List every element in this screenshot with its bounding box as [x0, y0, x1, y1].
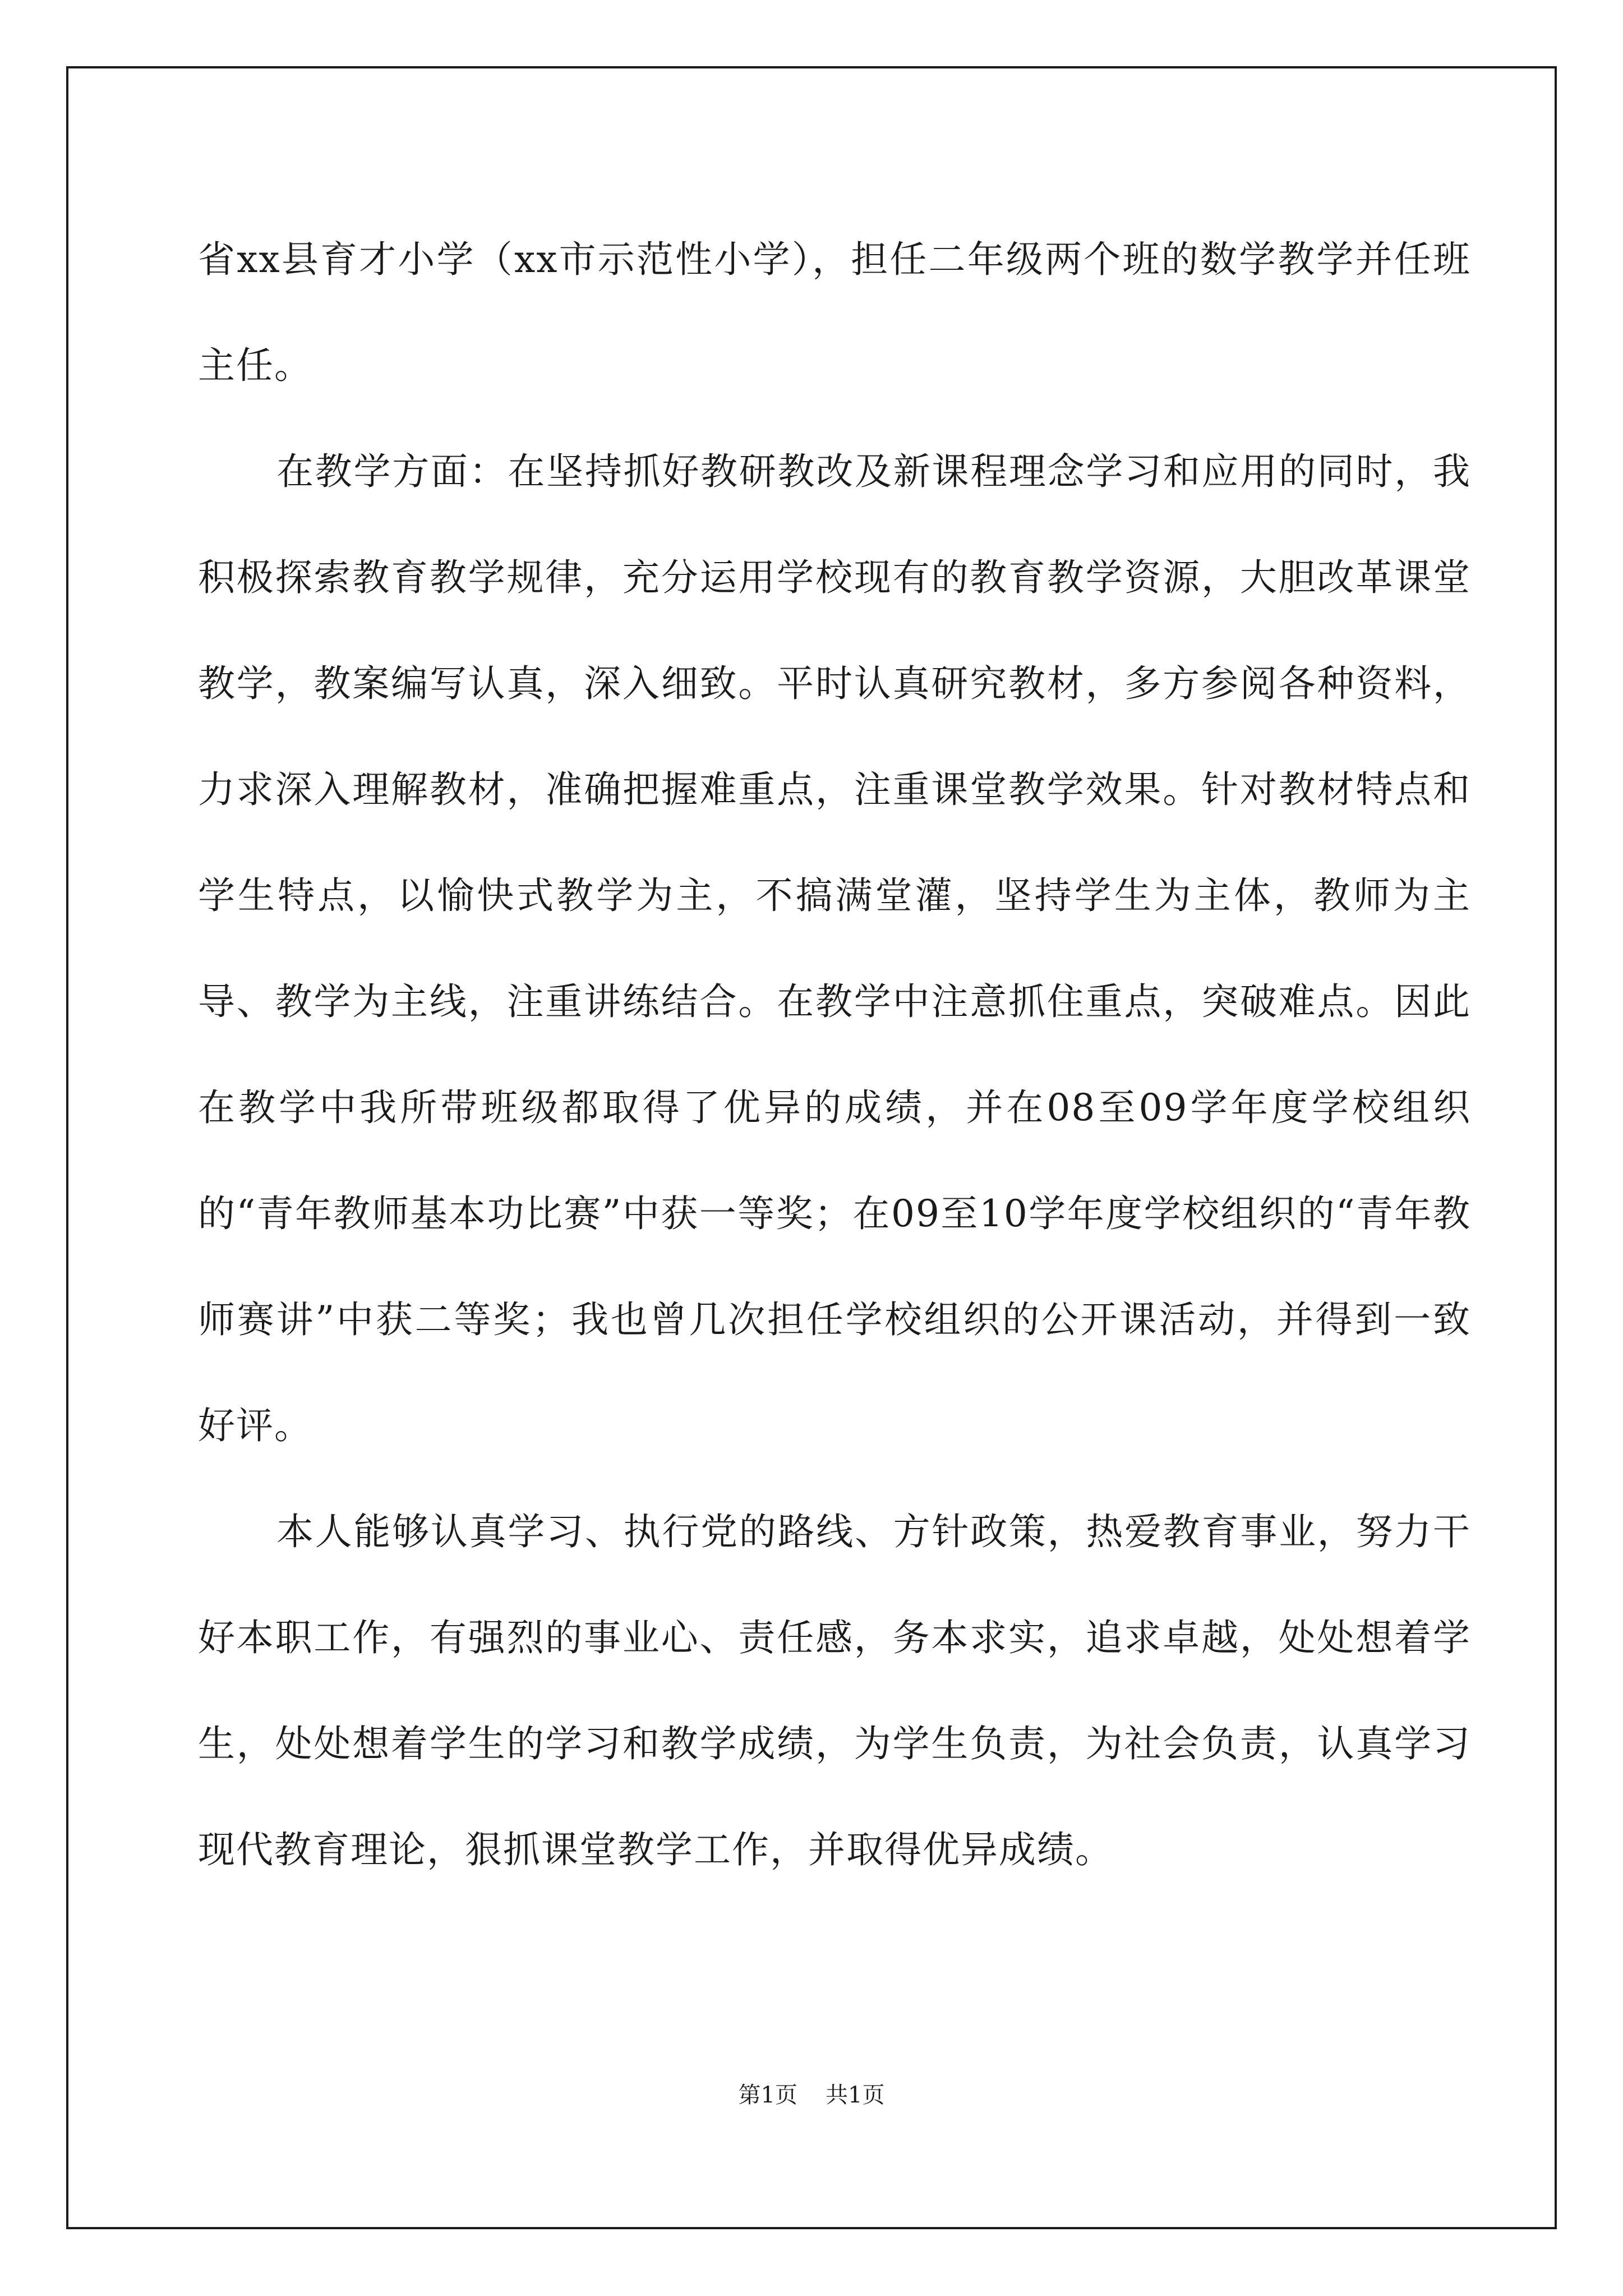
document-body	[198, 206, 1471, 1903]
page-number-current: 第1页	[738, 2082, 797, 2108]
paragraph-teaching: 在教学方面：在坚持抓好教研教改及新课程理念学习和应用的同时，我积极探索教育教学规律，充分运用学校现有的教育教学资源，大胆改革课堂教学，教案编写认真，深入细致。平时认真研究教材，多方参阅各种资料，力求深入理解教材，准确把握难重点，注重课堂教学效果。针对教材特点和学生特点，以愉快式教学为主，不搞满堂灌，坚持学生为主体，教师为主导、教学为主线，注重讲练结合。在教学中注意抓住重点，突破难点。因此在教学中我所带班级都取得了优异的成绩，并在08至09学年度学校组织的“青年教师基本功比赛”中获一等奖；在09至10学年度学校组织的“青年教师赛讲”中获二等奖；我也曾几次担任学校组织的公开课活动，并得到一致好评。	[198, 450, 1471, 1447]
paragraph-attitude: 本人能够认真学习、执行党的路线、方针政策，热爱教育事业，努力干好本职工作，有强烈的事业心、责任感，务本求实，追求卓越，处处想着学生，处处想着学生的学习和教学成绩，为学生负责，为社会负责，认真学习现代教育理论，狠抓课堂教学工作，并取得优异成绩。	[198, 1510, 1471, 1871]
page-number-total: 共1页	[826, 2082, 885, 2108]
page-footer	[0, 2077, 1623, 2109]
paragraph-continuation: 省xx县育才小学（xx市示范性小学），担任二年级两个班的数学教学并任班主任。	[198, 238, 1471, 387]
